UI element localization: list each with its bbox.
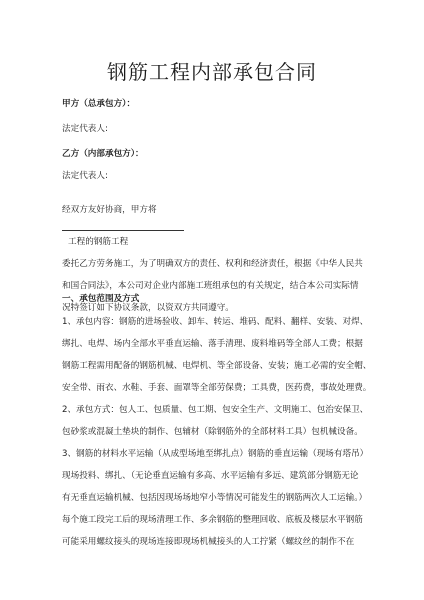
intro-line-3: 和国合同法》，本公司对企业内部施工班组承包的有关规定，结合本公司实际情 (62, 281, 359, 291)
intro-line-1 (62, 199, 362, 253)
section-1-p3-line: 现场投料、绑扎、（无论垂直运输有多高、水平运输有多远、建筑部分钢筋无论 (62, 471, 359, 481)
document-title: 钢筋工程内部承包合同 (107, 60, 317, 84)
section-1-p3-line: 可能采用螺纹接头的现场连接即现场机械接头的人工拧紧（螺纹丝的制作不在 (62, 537, 355, 547)
section-1-p3-line: 有无垂直运输机械、包括因现场场地窄小等情况可能发生的钢筋两次人工运输。） (62, 493, 368, 503)
section-1-p1-line: 1、承包内容：钢筋的进场验收、卸车、转运、堆码、配料、翻样、安装、对焊、 (62, 317, 369, 327)
section-1-p2-line: 包砂浆或混凝土垫块的制作、包辅材（除钢筋外的全部材料工具）包机械设备。 (62, 427, 363, 437)
party-b-label: 乙方（内部承包方）： (62, 149, 144, 159)
section-1-p1-line: 安全带、雨衣、水鞋、手套、面罩等全部劳保费；工具费，医药费，事故处理费。 (62, 383, 372, 393)
section-1-p3-line: 每个施工段完工后的现场清理工作、多余钢筋的整理回收、底板及楼层水平钢筋 (62, 515, 363, 525)
intro-line-2: 委托乙方劳务施工，为了明确双方的责任、权利和经济责任，根据《中华人民共 (62, 259, 363, 269)
project-name-blank (62, 221, 184, 231)
intro-line-4: 况特签订如下协议条款，以资双方共同遵守。 (62, 303, 234, 313)
party-a-label: 甲方（总承包方）： (62, 99, 136, 109)
intro-line-1-after: 工程的钢筋工程 (68, 237, 129, 247)
section-1-paragraph-1 (62, 311, 372, 399)
section-1-p3-line: 3、钢筋的材料水平运输（从成型场地至绑扎点）钢筋的垂直运输（现场有塔吊） (62, 449, 369, 459)
section-1-paragraph-2 (62, 399, 369, 443)
section-1-paragraph-3 (62, 443, 369, 553)
party-b-representative: 法定代表人: (62, 171, 108, 181)
party-a-representative: 法定代表人: (62, 124, 108, 134)
section-1-p1-line: 钢筋工程需用配备的钢筋机械、电焊机、等全部设备、安装；施工必需的安全帽、 (62, 361, 372, 371)
section-1-p2-line: 2、承包方式：包人工、包质量、包工期、包安全生产、文明施工、包治安保卫、 (62, 405, 369, 415)
section-1-p1-line: 绑扎、电焊、场内全部水平垂直运输、落手清理、废料堆码等全部人工费；根据 (62, 339, 363, 349)
intro-line-1-before: 经双方友好协商，甲方将 (62, 205, 157, 215)
section-1-heading: 一、承包范围及方式 (62, 294, 140, 304)
